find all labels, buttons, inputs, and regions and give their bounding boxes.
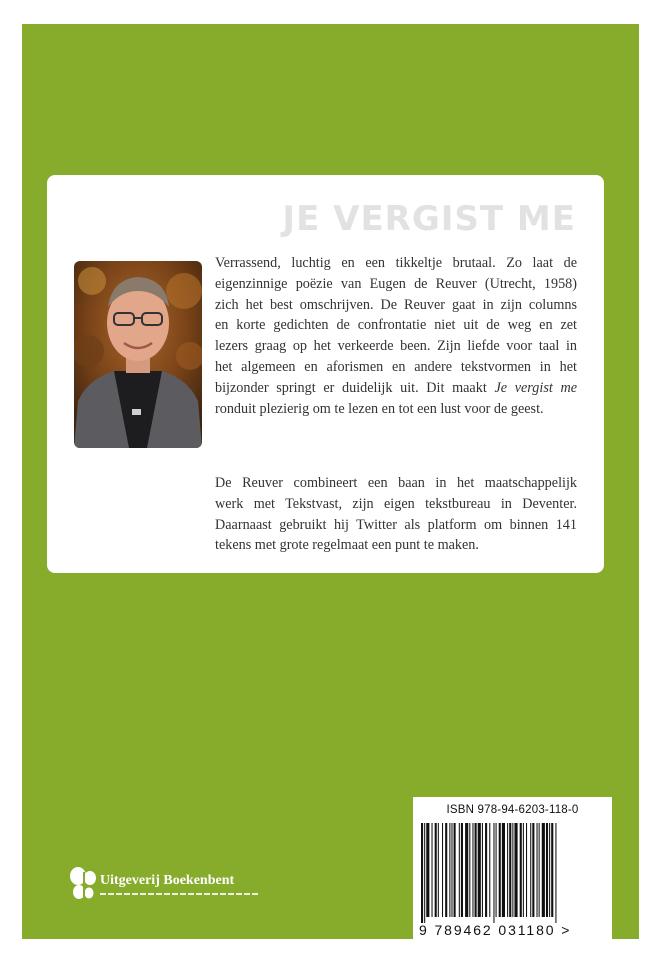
author-portrait-icon <box>74 261 202 448</box>
barcode-bar <box>549 823 550 917</box>
publisher-logo <box>70 864 270 914</box>
blurb-line: tekens met grote regelmaat een punt te maken. <box>215 537 479 554</box>
barcode-bar <box>461 823 463 917</box>
barcode-bar <box>537 823 538 917</box>
barcode-bar <box>509 823 511 917</box>
barcode-bar <box>496 823 497 917</box>
barcode-digits: 9 789462 031180 > <box>419 922 572 938</box>
barcode-bar <box>435 823 437 917</box>
barcode-bar <box>421 823 423 923</box>
barcode-bar <box>551 823 553 917</box>
blurb-paragraph-2 <box>215 473 577 556</box>
book-title-italic: Je vergist me <box>494 379 577 396</box>
barcode-bar <box>532 823 534 917</box>
barcode-bar <box>546 823 548 917</box>
blurb-line-text: bijzonder springt er duidelijk uit. Dit maakt <box>215 379 487 396</box>
barcode-bar <box>555 823 556 923</box>
butterfly-logo-icon <box>70 866 98 906</box>
barcode-bar <box>451 823 452 917</box>
blurb-line: Verrassend, luchtig en een tikkeltje brutaal. Zo laat de <box>215 255 577 271</box>
barcode-bar <box>485 823 487 917</box>
blurb-card <box>47 175 604 573</box>
publisher-tagline-rule <box>100 893 260 895</box>
barcode-bar <box>493 823 494 923</box>
barcode-bars-icon <box>421 823 605 923</box>
barcode-bar <box>514 823 517 917</box>
barcode-bar <box>454 823 456 917</box>
barcode-bar <box>432 823 433 917</box>
blurb-line: lezers graag op het verkeerde been. Zijn liefde voor taal in <box>215 338 577 355</box>
barcode-bar <box>526 823 527 917</box>
barcode-bar <box>442 823 443 917</box>
barcode-bar <box>542 823 545 917</box>
barcode-bar <box>475 823 477 917</box>
barcode-bar <box>424 823 425 923</box>
barcode-bar <box>489 823 490 917</box>
barcode-bar <box>438 823 439 917</box>
barcode-bar <box>539 823 540 917</box>
barcode-bar <box>523 823 524 917</box>
blurb-line: Daarnaast gebruikt hij Twitter als platform om binnen 141 <box>215 516 577 533</box>
barcode-bar <box>520 823 522 917</box>
barcode-bar <box>512 823 513 917</box>
barcode-bar <box>530 823 531 917</box>
barcode-bar <box>482 823 483 917</box>
blurb-line: zich het best omschrijven. De Reuver gaat in zijn columns <box>215 296 577 313</box>
author-photo <box>74 261 202 448</box>
isbn-label: ISBN 978-94-6203-118-0 <box>446 804 579 816</box>
barcode-bar <box>507 823 508 917</box>
barcode-bar <box>465 823 468 917</box>
barcode-bar <box>445 823 447 917</box>
barcode-bar <box>499 823 501 917</box>
barcode-bar <box>426 823 429 917</box>
blurb-line <box>215 378 577 399</box>
blurb-line: het algemeen en aforismen en andere tekstvormen in het <box>215 358 577 375</box>
blurb-line: De Reuver combineert een baan in het maatschappelijk <box>215 475 577 491</box>
blurb-line: ronduit plezierig om te lezen en tot een lust voor de geest. <box>215 400 544 417</box>
book-title: JE VERGIST ME <box>282 199 576 239</box>
blurb-paragraph-1 <box>215 253 577 419</box>
blurb-line: en korte gedichten de confrontatie niet uit de weg en zet <box>215 317 577 334</box>
barcode-bar <box>469 823 470 917</box>
barcode-bar <box>449 823 450 917</box>
barcode-bar <box>459 823 460 917</box>
blurb-line: werk met Tekstvast, zijn eigen tekstbureau in Deventer. <box>215 495 577 512</box>
barcode-bar <box>478 823 481 917</box>
blurb-line: eigenzinnige poëzie van Eugen de Reuver (Utrecht, 1958) <box>215 275 577 292</box>
barcode-area <box>413 797 612 942</box>
publisher-name: Uitgeverij Boekenbent <box>100 873 235 888</box>
barcode-bar <box>472 823 473 917</box>
barcode-bar <box>502 823 505 917</box>
